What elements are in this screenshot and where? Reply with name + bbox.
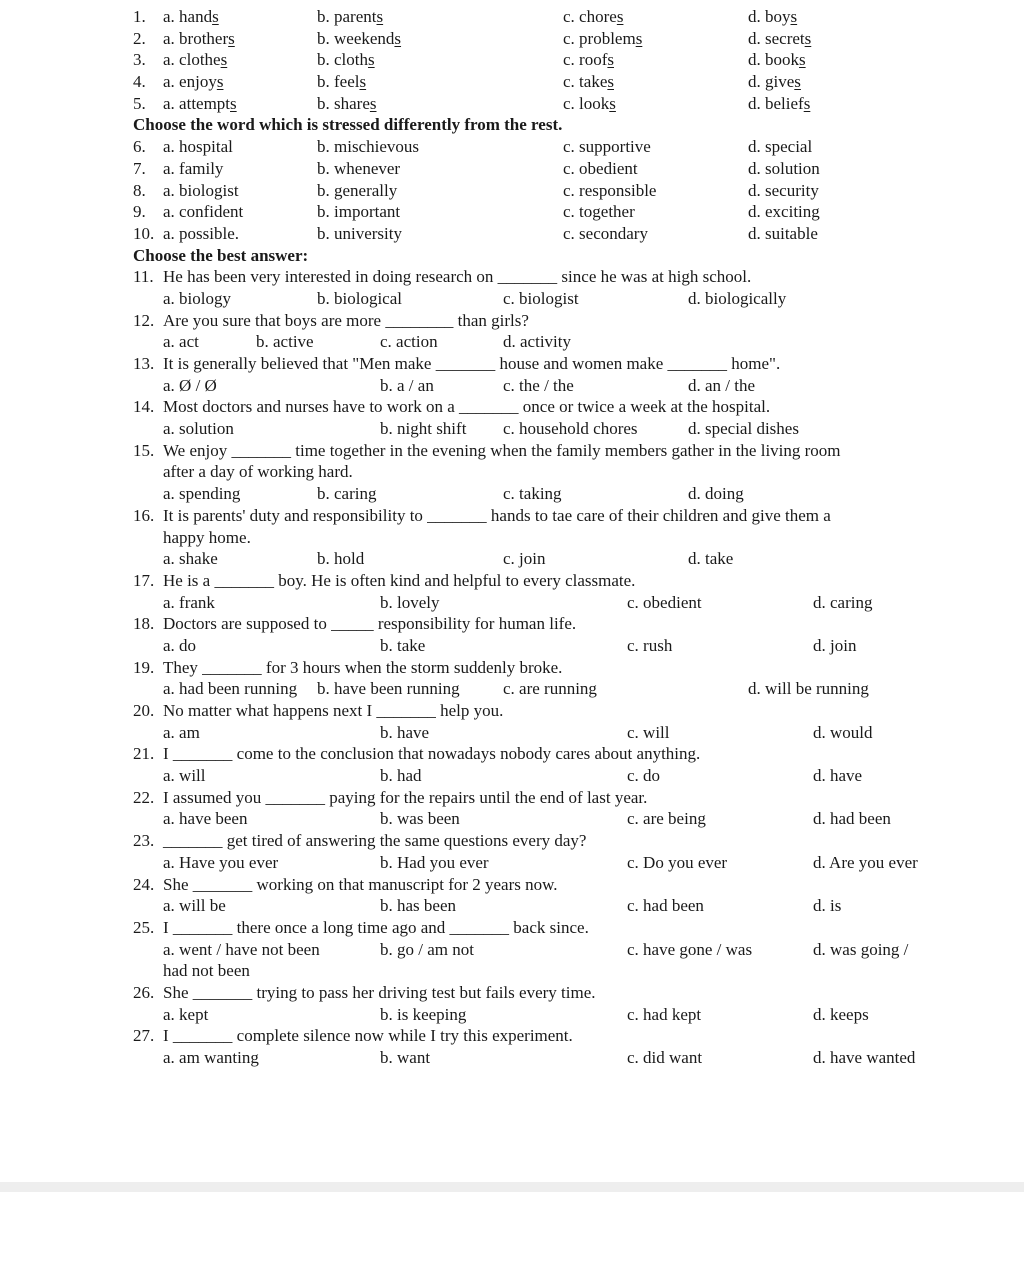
section-heading-row <box>0 114 1024 136</box>
question-stem-line <box>0 570 1024 592</box>
underlined-ending: s <box>607 72 614 92</box>
option-word: a. hand <box>163 7 213 26</box>
option-d <box>748 28 811 50</box>
option-word: c. problem <box>563 28 636 48</box>
option-a <box>163 93 237 115</box>
option-d: d. security <box>748 180 819 200</box>
answer-option: a. frank <box>163 592 215 612</box>
question-text: She _______ trying to pass her driving test but fails every time. <box>163 982 596 1002</box>
section-heading-row <box>0 245 1024 267</box>
question-stem-line <box>0 787 1024 809</box>
underlined-ending: s <box>790 7 798 26</box>
question-number: 26. <box>133 982 155 1002</box>
page-bottom-divider <box>0 1182 1024 1192</box>
answer-option: a. biology <box>163 288 231 308</box>
question-text: I _______ there once a long time ago and _______ back since. <box>163 917 589 937</box>
question-number: 17. <box>133 570 155 590</box>
option-a: a. biologist <box>163 180 239 200</box>
answer-option: a. am wanting <box>163 1048 259 1067</box>
answer-option: d. keeps <box>813 1004 869 1024</box>
stress-question <box>0 158 1024 180</box>
answer-option: d. join <box>813 635 857 655</box>
question-number: 6. <box>133 137 146 157</box>
question-stem-line <box>0 917 1024 939</box>
answer-options-row <box>0 288 1024 310</box>
option-c: c. responsible <box>563 180 657 200</box>
question-number: 14. <box>133 397 155 417</box>
answer-option: b. biological <box>317 288 402 308</box>
question-stem-line <box>0 657 1024 679</box>
option-a: a. family <box>163 158 224 178</box>
answer-options-row <box>0 722 1024 744</box>
underlined-ending: s <box>228 28 235 48</box>
answer-option: c. the / the <box>503 375 574 395</box>
underlined-ending: s <box>369 93 377 113</box>
answer-option: d. will be running <box>748 679 869 699</box>
option-word: a. brother <box>163 28 229 48</box>
option-word: b. feel <box>317 72 360 92</box>
option-word: a. enjoy <box>163 72 217 92</box>
answer-option: b. hold <box>317 549 365 569</box>
option-a: a. possible. <box>163 223 240 243</box>
answer-option: d. doing <box>688 484 744 504</box>
question-number: 12. <box>133 310 155 330</box>
question-number: 25. <box>133 917 155 937</box>
option-word: c. look <box>563 93 610 113</box>
answer-option: c. Do you ever <box>627 852 728 872</box>
question-text: after a day of working hard. <box>163 462 353 482</box>
option-word: b. parent <box>317 7 377 26</box>
underlined-ending: s <box>394 28 402 48</box>
question-stem-line <box>0 310 1024 332</box>
answer-option: a. Have you ever <box>163 852 279 872</box>
question-text: No matter what happens next I _______ help you. <box>163 701 504 720</box>
answer-option: b. have been running <box>317 679 460 699</box>
question-stem-line <box>0 353 1024 375</box>
pronunciation-question <box>0 71 1024 93</box>
answer-option: b. lovely <box>380 592 440 612</box>
answer-option: d. an / the <box>688 375 756 395</box>
answer-option: c. biologist <box>503 288 579 308</box>
answer-option: d. had been <box>813 809 891 829</box>
option-b <box>317 71 366 93</box>
answer-option: b. had <box>380 766 422 786</box>
answer-option: b. Had you ever <box>380 852 489 872</box>
option-b: b. generally <box>317 180 398 200</box>
option-c: c. secondary <box>563 223 648 243</box>
option-a: a. confident <box>163 202 244 222</box>
answer-options-row <box>0 765 1024 787</box>
stress-question <box>0 136 1024 158</box>
answer-option: b. have <box>380 722 430 742</box>
option-d: d. exciting <box>748 202 820 222</box>
answer-option: a. spending <box>163 484 241 504</box>
answer-option: c. rush <box>627 635 673 655</box>
underlined-ending: s <box>616 7 624 26</box>
option-word: d. boy <box>748 7 791 26</box>
section-heading-best-answer: Choose the best answer: <box>133 245 309 265</box>
option-a <box>163 71 223 93</box>
answer-option: a. have been <box>163 809 248 829</box>
answer-option: c. had been <box>627 896 704 916</box>
question-number: 16. <box>133 505 155 525</box>
question-stem-line <box>0 440 1024 462</box>
question-number: 22. <box>133 787 155 807</box>
underlined-ending: s <box>607 50 614 70</box>
option-d <box>748 6 797 28</box>
option-c: c. together <box>563 202 635 222</box>
option-a <box>163 49 227 71</box>
answer-option: a. act <box>163 332 199 352</box>
stress-question <box>0 223 1024 245</box>
option-b <box>317 6 383 28</box>
option-d: d. special <box>748 137 813 157</box>
answer-option: b. go / am not <box>380 939 474 959</box>
question-number: 3. <box>133 50 146 70</box>
question-text: Are you sure that boys are more ________ than girls? <box>163 310 529 330</box>
answer-options-row <box>0 375 1024 397</box>
answer-option: a. solution <box>163 419 234 439</box>
underlined-ending: s <box>799 50 806 70</box>
option-c <box>563 28 642 50</box>
question-number: 27. <box>133 1026 155 1046</box>
underlined-ending: s <box>216 72 224 92</box>
answer-option: d. Are you ever <box>813 852 918 872</box>
answer-option: b. night shift <box>380 419 467 439</box>
question-number: 9. <box>133 202 146 222</box>
answer-option: c. action <box>380 332 438 352</box>
answer-options-row <box>0 592 1024 614</box>
question-text: Most doctors and nurses have to work on a _______ once or twice a week at the hospital. <box>163 397 771 417</box>
answer-options-row <box>0 331 1024 353</box>
answer-option: b. active <box>256 332 314 352</box>
answer-option: a. am <box>163 722 200 742</box>
answer-option: d. was going / <box>813 939 909 959</box>
option-d: d. suitable <box>748 223 818 243</box>
option-d <box>748 93 810 115</box>
answer-option: c. are running <box>503 679 597 699</box>
underlined-ending: s <box>212 7 219 26</box>
question-number: 20. <box>133 701 155 720</box>
option-b <box>317 28 401 50</box>
question-number: 11. <box>133 267 154 287</box>
answer-options-row <box>0 548 1024 570</box>
underlined-ending: s <box>359 72 367 92</box>
question-number: 1. <box>133 7 146 26</box>
answer-option: c. obedient <box>627 592 702 612</box>
question-number: 23. <box>133 831 155 851</box>
answer-options-row <box>0 418 1024 440</box>
question-number: 10. <box>133 223 155 243</box>
question-text: I _______ come to the conclusion that nowadays nobody cares about anything. <box>163 744 701 764</box>
option-word: a. clothe <box>163 50 221 70</box>
question-stem-line <box>0 700 1024 722</box>
pronunciation-question <box>0 6 1024 28</box>
option-c <box>563 71 614 93</box>
question-stem-line <box>0 743 1024 765</box>
answer-option: b. want <box>380 1048 431 1067</box>
answer-option: c. join <box>503 549 546 569</box>
stress-question <box>0 180 1024 202</box>
option-c: c. supportive <box>563 137 651 157</box>
underlined-ending: s <box>804 28 812 48</box>
option-b <box>317 93 377 115</box>
question-text: It is parents' duty and responsibility to _______ hands to tae care of their children and give them a <box>163 505 831 525</box>
underlined-ending: s <box>635 28 643 48</box>
question-text: happy home. <box>163 527 251 547</box>
option-d: d. solution <box>748 158 820 178</box>
question-text: She _______ working on that manuscript for 2 years now. <box>163 874 558 894</box>
question-text: I assumed you _______ paying for the repairs until the end of last year. <box>163 787 648 807</box>
answer-options-row <box>0 895 1024 917</box>
answer-option: c. taking <box>503 484 562 504</box>
question-stem-line <box>0 396 1024 418</box>
answer-option-continued: had not been <box>163 961 250 981</box>
question-stem-line <box>0 266 1024 288</box>
underlined-ending: s <box>220 50 228 70</box>
option-a: a. hospital <box>163 137 233 157</box>
answer-option: d. caring <box>813 592 873 612</box>
answer-option: a. shake <box>163 549 218 569</box>
option-c <box>563 49 614 71</box>
option-b: b. important <box>317 202 401 222</box>
answer-options-row <box>0 483 1024 505</box>
underlined-ending: s <box>794 72 801 92</box>
question-text: Doctors are supposed to _____ responsibility for human life. <box>163 614 577 634</box>
option-b <box>317 49 375 71</box>
question-stem-line <box>0 613 1024 635</box>
option-c <box>563 93 616 115</box>
question-text: He has been very interested in doing research on _______ since he was at high school. <box>163 267 752 287</box>
answer-option: b. take <box>380 635 426 655</box>
question-number: 4. <box>133 72 146 92</box>
question-text: It is generally believed that "Men make _______ house and women make _______ home". <box>163 354 781 373</box>
answer-option: a. will <box>163 766 206 786</box>
question-stem-line <box>0 461 1024 483</box>
question-stem-line <box>0 505 1024 527</box>
answer-options-row <box>0 852 1024 874</box>
option-word: d. book <box>748 50 799 70</box>
underlined-ending: s <box>230 93 237 113</box>
question-text: We enjoy _______ time together in the evening when the family members gather in the living room <box>163 440 841 460</box>
answer-option: d. is <box>813 896 842 916</box>
question-text: He is a _______ boy. He is often kind and helpful to every classmate. <box>163 570 636 590</box>
answer-options-row <box>0 678 1024 700</box>
option-word: d. secret <box>748 28 805 48</box>
option-word: d. belief <box>748 93 804 113</box>
answer-option: a. will be <box>163 896 226 916</box>
option-word: b. weekend <box>317 28 395 48</box>
option-word: b. cloth <box>317 50 368 70</box>
answer-option: b. caring <box>317 484 377 504</box>
answer-option: d. would <box>813 722 873 742</box>
pronunciation-question <box>0 49 1024 71</box>
option-a <box>163 28 235 50</box>
option-b: b. university <box>317 223 402 243</box>
worksheet-page <box>0 6 1024 1069</box>
answer-option: a. Ø / Ø <box>163 375 217 395</box>
question-number: 7. <box>133 158 146 178</box>
question-number: 15. <box>133 440 155 460</box>
answer-option: a. do <box>163 635 197 655</box>
answer-options-row <box>0 939 1024 961</box>
answer-option: d. biologically <box>688 288 787 308</box>
answer-option: d. take <box>688 549 734 569</box>
answer-option: a. went / have not been <box>163 939 320 959</box>
answer-option: c. had kept <box>627 1004 702 1024</box>
answer-option: c. have gone / was <box>627 939 753 959</box>
answer-option: b. is keeping <box>380 1004 467 1024</box>
answer-option: c. will <box>627 722 670 742</box>
answer-option: a. had been running <box>163 679 298 699</box>
option-b: b. whenever <box>317 158 401 178</box>
option-c: c. obedient <box>563 158 638 178</box>
underlined-ending: s <box>803 93 811 113</box>
option-word: c. chore <box>563 7 617 26</box>
option-d <box>748 71 801 93</box>
pronunciation-question <box>0 93 1024 115</box>
question-number: 21. <box>133 744 155 764</box>
answer-option: b. was been <box>380 809 460 829</box>
question-number: 8. <box>133 180 146 200</box>
answer-option: d. have wanted <box>813 1048 916 1067</box>
answer-options-row <box>0 635 1024 657</box>
option-a <box>163 6 219 28</box>
question-stem-line <box>0 982 1024 1004</box>
option-word: a. attempt <box>163 93 231 113</box>
underlined-ending: s <box>609 93 616 113</box>
answer-option: c. household chores <box>503 419 638 439</box>
answer-option-continuation <box>0 960 1024 982</box>
question-number: 13. <box>133 354 155 373</box>
answer-option: d. have <box>813 766 863 786</box>
question-number: 18. <box>133 614 155 634</box>
answer-options-row <box>0 1047 1024 1069</box>
question-text: I _______ complete silence now while I try this experiment. <box>163 1026 573 1046</box>
question-number: 2. <box>133 28 146 48</box>
underlined-ending: s <box>376 7 384 26</box>
option-word: d. give <box>748 72 795 92</box>
question-stem-line <box>0 527 1024 549</box>
option-word: c. roof <box>563 50 608 70</box>
question-stem-line <box>0 1025 1024 1047</box>
answer-option: c. do <box>627 766 661 786</box>
answer-option: c. are being <box>627 809 706 829</box>
question-stem-line <box>0 874 1024 896</box>
answer-option: c. did want <box>627 1048 703 1067</box>
underlined-ending: s <box>368 50 375 70</box>
question-text: They _______ for 3 hours when the storm suddenly broke. <box>163 657 563 677</box>
answer-option: a. kept <box>163 1004 209 1024</box>
answer-option: d. special dishes <box>688 419 799 439</box>
question-stem-line <box>0 830 1024 852</box>
option-d <box>748 49 806 71</box>
answer-options-row <box>0 1004 1024 1026</box>
pronunciation-question <box>0 28 1024 50</box>
option-c <box>563 6 623 28</box>
question-number: 5. <box>133 93 146 113</box>
section-heading-stress: Choose the word which is stressed differently from the rest. <box>133 115 563 135</box>
option-word: c. take <box>563 72 608 92</box>
answer-option: b. a / an <box>380 375 434 395</box>
answer-option: b. has been <box>380 896 457 916</box>
question-number: 19. <box>133 657 155 677</box>
question-number: 24. <box>133 874 155 894</box>
answer-options-row <box>0 808 1024 830</box>
option-b: b. mischievous <box>317 137 419 157</box>
option-word: b. share <box>317 93 370 113</box>
stress-question <box>0 201 1024 223</box>
answer-option: d. activity <box>503 332 571 352</box>
question-text: _______ get tired of answering the same questions every day? <box>163 831 587 851</box>
